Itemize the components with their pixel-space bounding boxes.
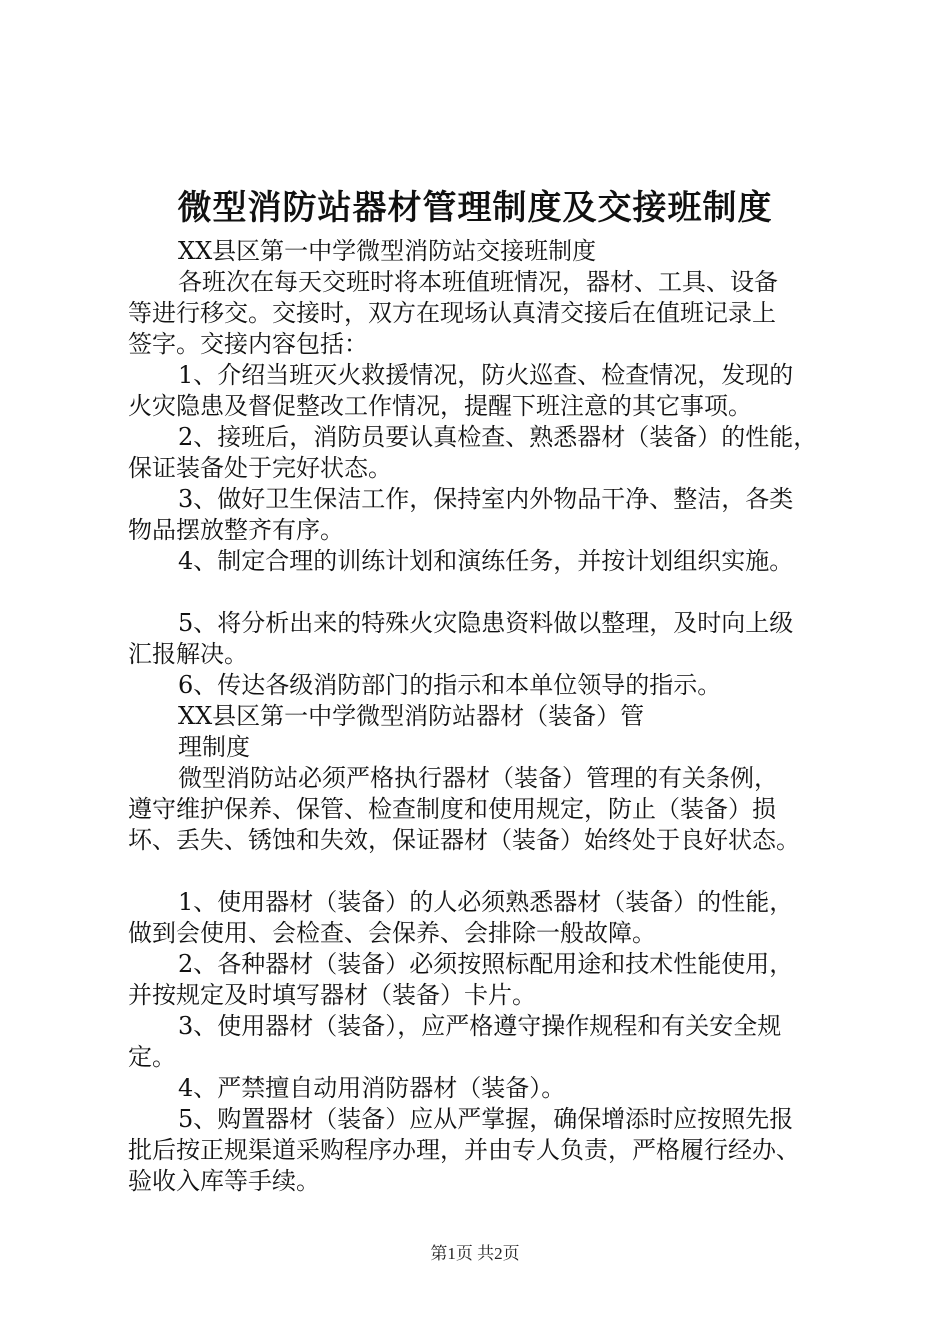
list-item-line: 火灾隐患及督促整改工作情况，提醒下班注意的其它事项。 xyxy=(128,392,752,420)
paragraph-line: 微型消防站必须严格执行器材（装备）管理的有关条例， xyxy=(178,764,778,792)
list-item-line: 2、各种器材（装备）必须按照标配用途和技术性能使用， xyxy=(178,950,794,978)
list-item-line: 批后按正规渠道采购程序办理，并由专人负责，严格履行经办、 xyxy=(128,1136,800,1164)
list-item-line: 1、使用器材（装备）的人必须熟悉器材（装备）的性能， xyxy=(178,888,794,916)
list-item-line: 做到会使用、会检查、会保养、会排除一般故障。 xyxy=(128,919,656,947)
section-heading-equipment: XX县区第一中学微型消防站器材（装备）管 xyxy=(178,702,645,730)
list-item-line: 4、严禁擅自动用消防器材（装备）。 xyxy=(178,1074,566,1102)
list-item-line: 5、购置器材（装备）应从严掌握，确保增添时应按照先报 xyxy=(178,1105,794,1133)
list-item-line: 4、制定合理的训练计划和演练任务，并按计划组织实施。 xyxy=(178,547,794,575)
list-item-line: 3、做好卫生保洁工作，保持室内外物品干净、整洁，各类 xyxy=(178,485,794,513)
list-item-line: 保证装备处于完好状态。 xyxy=(128,454,392,482)
list-item-line: 3、使用器材（装备），应严格遵守操作规程和有关安全规 xyxy=(178,1012,782,1040)
paragraph-gap xyxy=(128,856,840,887)
list-item-line: 汇报解决。 xyxy=(128,640,248,668)
section-heading-handover: XX县区第一中学微型消防站交接班制度 xyxy=(178,237,597,265)
section-heading-equipment-cont: 理制度 xyxy=(178,733,250,761)
paragraph-line: 各班次在每天交班时将本班值班情况，器材、工具、设备 xyxy=(178,268,778,296)
paragraph-line: 签字。交接内容包括： xyxy=(128,330,368,358)
list-item-line: 验收入库等手续。 xyxy=(128,1167,320,1195)
paragraph-line: 等进行移交。交接时，双方在现场认真清交接后在值班记录上 xyxy=(128,299,776,327)
document-body xyxy=(128,236,840,1197)
paragraph-gap xyxy=(128,577,840,608)
list-item-line: 6、传达各级消防部门的指示和本单位领导的指示。 xyxy=(178,671,722,699)
paragraph-line: 坏、丢失、锈蚀和失效，保证器材（装备）始终处于良好状态。 xyxy=(128,826,800,854)
list-item-line: 定。 xyxy=(128,1043,176,1071)
list-item-line: 物品摆放整齐有序。 xyxy=(128,516,344,544)
page-number: 第1页 共2页 xyxy=(430,1244,520,1263)
paragraph-line: 遵守维护保养、保管、检查制度和使用规定，防止（装备）损 xyxy=(128,795,776,823)
list-item-line: 5、将分析出来的特殊火灾隐患资料做以整理，及时向上级 xyxy=(178,609,794,637)
list-item-line: 1、介绍当班灭火救援情况，防火巡查、检查情况，发现的 xyxy=(178,361,794,389)
list-item-line: 并按规定及时填写器材（装备）卡片。 xyxy=(128,981,536,1009)
document-title: 微型消防站器材管理制度及交接班制度 xyxy=(177,188,773,228)
list-item-line: 2、接班后，消防员要认真检查、熟悉器材（装备）的性能， xyxy=(178,423,818,451)
